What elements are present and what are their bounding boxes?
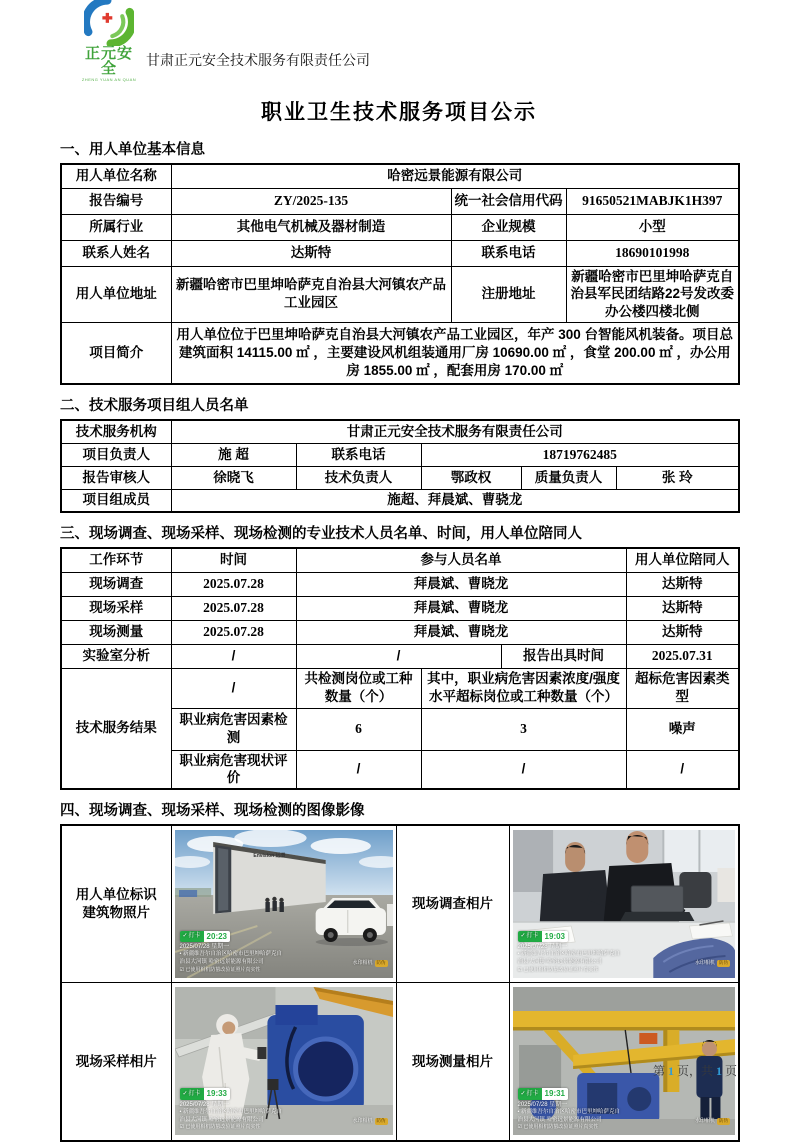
phone-value: 18719762485 — [421, 443, 739, 466]
watermark-verify: ☑ 已使用相机防篡改验证照片真实性 — [179, 1124, 261, 1131]
checkin-badge: ✓ 打卡 19:31 — [518, 1088, 569, 1099]
eval-cell: / — [626, 750, 739, 789]
table-row — [61, 596, 739, 620]
fieldwork-table — [60, 547, 740, 790]
table-row — [61, 420, 739, 443]
page-footer: 第 1 页，共 1 页 — [652, 1064, 737, 1078]
detect-count: 6 — [296, 708, 421, 750]
quality-lead-label: 质量负责人 — [521, 466, 616, 489]
intro-value: 用人单位位于巴里坤哈萨克自治县大河镇农产品工业园区，年产 300 台智能风机装备。项目总建筑面积 14115.00 ㎡ ，主要建设风机组装通用厂房 10690.00 ㎡ ，食堂 200.00 ㎡ ，办公用房 1855.00 ㎡ ，配套用房 170.00 ㎡ — [171, 322, 739, 384]
check-icon: ✓ — [520, 933, 526, 940]
document-page — [60, 8, 738, 1142]
logo-swirl-icon — [84, 0, 134, 46]
escort-cell: 达斯特 — [626, 596, 739, 620]
photo-label-sampling: 现场采样相片 — [61, 983, 171, 1141]
logo-text: 正元安全 — [84, 44, 133, 78]
reviewer-label: 报告审核人 — [61, 466, 171, 489]
report-no-label: 报告编号 — [61, 188, 171, 214]
company-name: 甘肃正元安全技术服务有限责任公司 — [146, 52, 370, 68]
col-header-escort: 用人单位陪同人 — [626, 548, 739, 572]
factor-type: 噪声 — [626, 708, 739, 750]
lab-people-cell: / — [296, 644, 501, 668]
people-cell: 拜晨斌、曹晓龙 — [296, 596, 626, 620]
reg-address-label: 注册地址 — [451, 266, 566, 322]
lab-stage-cell: 实验室分析 — [61, 644, 171, 668]
table-row — [61, 443, 739, 466]
page-title: 职业卫生技术服务项目公示 — [261, 101, 537, 124]
section1-heading: 一、用人单位基本信息 — [60, 142, 205, 158]
report-date-label: 报告出具时间 — [501, 644, 626, 668]
checkin-time: 19:33 — [204, 1088, 230, 1099]
phone-label: 联系电话 — [296, 443, 421, 466]
tech-lead-value: 鄂政权 — [421, 466, 521, 489]
table-row — [61, 489, 739, 512]
credit-code-label: 统一社会信用代码 — [451, 188, 566, 214]
watermark-location: • 新疆维吾尔自治区哈密市巴里坤哈萨克自 治县大河镇 哈密远景能源有限公司 — [179, 1108, 282, 1123]
lab-time-cell: / — [171, 644, 296, 668]
report-no-value: ZY/2025-135 — [171, 188, 451, 214]
company-logo — [78, 0, 140, 82]
reviewer-value: 徐晓飞 — [171, 466, 296, 489]
contact-name-value: 达斯特 — [171, 240, 451, 266]
table-row — [61, 214, 739, 240]
checkin-badge: ✓ 打卡 19:03 — [518, 931, 569, 942]
photo-row — [61, 983, 739, 1141]
col-header-stage: 工作环节 — [61, 548, 171, 572]
contact-phone-label: 联系电话 — [451, 240, 566, 266]
lab-analysis-row — [61, 644, 739, 668]
document-header — [60, 8, 738, 82]
employer-name-label: 用人单位名称 — [61, 164, 171, 188]
result-label: 技术服务结果 — [61, 668, 171, 789]
watermark-verify: ☑ 已使用相机防篡改验证照片真实性 — [517, 966, 599, 973]
employer-info-table — [60, 163, 740, 385]
people-cell: 拜晨斌、曹晓龙 — [296, 572, 626, 596]
watermark-location: • 新疆维吾尔自治区哈密市巴里坤哈萨克自 治县大河镇 哈密远景能源有限公司 — [517, 951, 620, 966]
org-value: 甘肃正元安全技术服务有限责任公司 — [171, 420, 739, 443]
industry-label: 所属行业 — [61, 214, 171, 240]
contact-name-label: 联系人姓名 — [61, 240, 171, 266]
industry-value: 其他电气机械及器材制造 — [171, 214, 451, 240]
table-row — [61, 466, 739, 489]
watermark-verify: ☑ 已使用相机防篡改验证照片真实性 — [179, 966, 261, 973]
eval-cell: / — [421, 750, 626, 789]
sampling-photo — [175, 987, 393, 1135]
tech-lead-label: 技术负责人 — [296, 466, 421, 489]
camera-app-label: 水印相机 防伪 — [352, 1117, 386, 1124]
camera-app-label: 水印相机 防伪 — [694, 960, 728, 967]
people-cell: 拜晨斌、曹晓龙 — [296, 620, 626, 644]
quality-lead-value: 张 玲 — [616, 466, 739, 489]
photo-row — [61, 825, 739, 983]
watermark-date: 2025/07/28 星期一 — [179, 944, 230, 951]
time-cell: 2025.07.28 — [171, 596, 296, 620]
building-photo — [175, 830, 393, 978]
checkin-time: 19:03 — [542, 931, 568, 942]
watermark-location: • 新疆维吾尔自治区哈密市巴里坤哈萨克自 治县大河镇 哈密远景能源有限公司 — [179, 951, 282, 966]
section3-heading: 三、现场调查、现场采样、现场检测的专业技术人员名单、时间，用人单位陪同人 — [60, 526, 582, 542]
check-icon: ✓ — [520, 1090, 526, 1097]
org-label: 技术服务机构 — [61, 420, 171, 443]
survey-photo — [513, 830, 736, 978]
scale-label: 企业规模 — [451, 214, 566, 240]
leader-value: 施 超 — [171, 443, 296, 466]
escort-cell: 达斯特 — [626, 572, 739, 596]
photo-cell — [509, 825, 739, 983]
checkin-time: 19:31 — [542, 1088, 568, 1099]
photo-table — [60, 824, 740, 1142]
address-label: 用人单位地址 — [61, 266, 171, 322]
stage-cell: 现场测量 — [61, 620, 171, 644]
time-cell: 2025.07.28 — [171, 620, 296, 644]
table-row — [61, 164, 739, 188]
check-icon: ✓ — [182, 933, 188, 940]
result-header-row — [61, 668, 739, 708]
photo-label-measurement: 现场测量相片 — [396, 983, 509, 1141]
detect-label: 职业病危害因素检测 — [171, 708, 296, 750]
photo-watermark — [180, 931, 282, 974]
photo-label-survey: 现场调查相片 — [396, 825, 509, 983]
photo-watermark — [180, 1088, 282, 1131]
col-header-time: 时间 — [171, 548, 296, 572]
building-sign-text: Envision 远景 — [252, 852, 286, 859]
table-row — [61, 240, 739, 266]
address-value: 新疆哈密市巴里坤哈萨克自治县大河镇农产品工业园区 — [171, 266, 451, 322]
report-date-value: 2025.07.31 — [626, 644, 739, 668]
checkin-badge: ✓ 打卡 20:23 — [180, 931, 231, 942]
stage-cell: 现场采样 — [61, 596, 171, 620]
checkin-time: 20:23 — [204, 931, 230, 942]
watermark-location: • 新疆维吾尔自治区哈密市巴里坤哈萨克自 治县大河镇 哈密远景能源有限公司 — [517, 1108, 620, 1123]
credit-code-value: 91650521MABJK1H397 — [566, 188, 739, 214]
watermark-date: 2025/07/28 星期一 — [517, 944, 568, 951]
contact-phone-value: 18690101998 — [566, 240, 739, 266]
photo-watermark — [518, 931, 620, 974]
service-team-table — [60, 419, 740, 513]
photo-label-building: 用人单位标识 建筑物照片 — [61, 825, 171, 983]
table-row — [61, 188, 739, 214]
table-row — [61, 572, 739, 596]
eval-label: 职业病危害现状评价 — [171, 750, 296, 789]
watermark-verify: ☑ 已使用相机防篡改验证照片真实性 — [517, 1124, 599, 1131]
col-header-people: 参与人员名单 — [296, 548, 626, 572]
eval-cell: / — [296, 750, 421, 789]
factor-header: 超标危害因素类型 — [626, 668, 739, 708]
members-value: 施超、拜晨斌、曹骁龙 — [171, 489, 739, 512]
section4-heading: 四、现场调查、现场采样、现场检测的图像影像 — [60, 802, 365, 819]
page-number: 1 — [667, 1064, 674, 1078]
intro-label: 项目简介 — [61, 322, 171, 384]
camera-app-label: 水印相机 防伪 — [352, 960, 386, 967]
photo-cell — [171, 825, 396, 983]
reg-address-value: 新疆哈密市巴里坤哈萨克自治县军民团结路22号发改委办公楼四楼北侧 — [566, 266, 739, 322]
photo-cell — [171, 983, 396, 1141]
section2-heading: 二、技术服务项目组人员名单 — [60, 398, 249, 414]
checkin-badge: ✓ 打卡 19:33 — [180, 1088, 231, 1099]
table-row — [61, 266, 739, 322]
table-header-row — [61, 548, 739, 572]
escort-cell: 达斯特 — [626, 620, 739, 644]
table-row — [61, 620, 739, 644]
watermark-date: 2025/07/28 星期一 — [179, 1101, 230, 1108]
table-row — [61, 322, 739, 384]
members-label: 项目组成员 — [61, 489, 171, 512]
total-pages: 1 — [715, 1064, 722, 1078]
detected-header: 共检测岗位或工种数量（个） — [296, 668, 421, 708]
leader-label: 项目负责人 — [61, 443, 171, 466]
employer-name-value: 哈密远景能源有限公司 — [171, 164, 739, 188]
check-icon: ✓ — [182, 1090, 188, 1097]
scale-value: 小型 — [566, 214, 739, 240]
photo-watermark — [518, 1088, 620, 1131]
stage-cell: 现场调查 — [61, 572, 171, 596]
time-cell: 2025.07.28 — [171, 572, 296, 596]
camera-app-label: 水印相机 防伪 — [694, 1117, 728, 1124]
logo-subtext: ZHENG YUAN AN QUAN — [81, 77, 137, 82]
watermark-date: 2025/07/28 星期一 — [517, 1101, 568, 1108]
exceeded-header: 其中，职业病危害因素浓度/强度水平超标岗位或工种数量（个） — [421, 668, 626, 708]
exceed-count: 3 — [421, 708, 626, 750]
result-slash-cell: / — [171, 668, 296, 708]
